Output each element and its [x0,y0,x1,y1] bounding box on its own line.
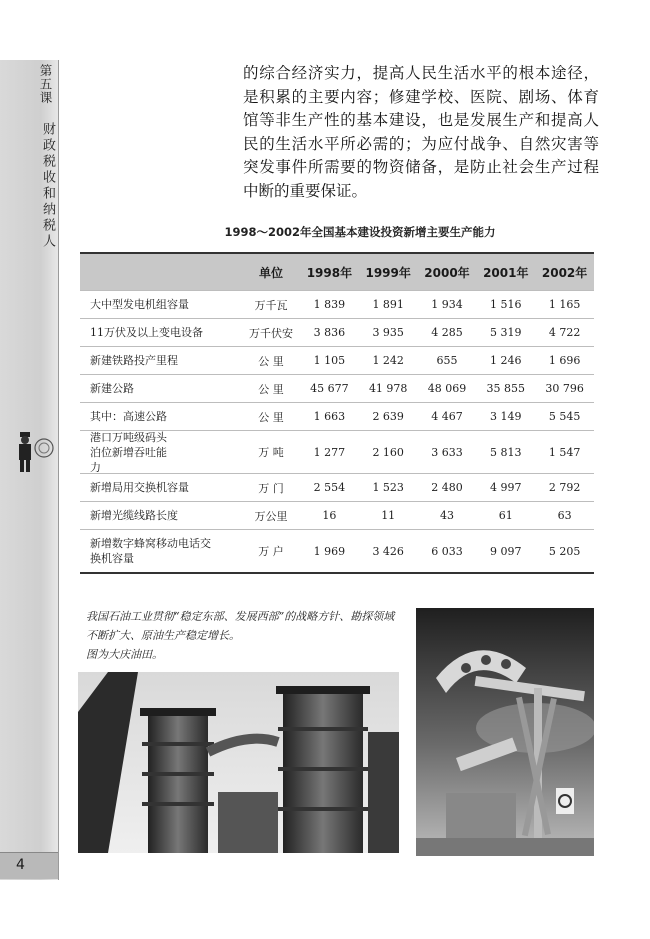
row-label: 新增数字蜂窝移动电话交换机容量 [90,537,211,565]
cell-value: 45 677 [310,382,349,395]
cell-value: 5 545 [548,410,581,423]
row-unit: 万千瓦 [254,298,288,312]
cell-value: 3 836 [313,326,346,339]
cell-value: 1 891 [372,298,404,311]
cell-value: 2 639 [372,410,404,423]
cell-value: 4 285 [431,326,463,339]
cell-value: 4 467 [431,410,463,423]
table-row [80,290,594,318]
table-row [80,430,594,473]
cell-value: 61 [498,509,513,522]
cell-value: 63 [557,509,572,522]
cell-value: 11 [381,509,396,522]
cell-value: 30 796 [545,382,584,395]
refinery-towers-photo [78,672,399,853]
cell-value: 4 722 [548,326,581,339]
cell-value: 43 [439,509,454,522]
row-label: 新建铁路投产里程 [90,354,178,367]
table-row [80,318,594,346]
row-unit: 公 里 [258,354,284,368]
cell-value: 2 792 [548,481,581,494]
side-margin-rule [58,60,59,880]
cell-value: 3 426 [372,544,404,558]
cell-value: 1 516 [490,298,522,311]
cell-value: 1 547 [548,445,581,459]
table-row [80,402,594,430]
cell-value: 1 246 [490,354,522,367]
row-unit: 公 里 [258,410,284,424]
page-number-badge [0,852,58,879]
cell-value: 3 633 [431,445,463,459]
photo-caption [86,607,404,664]
cell-value: 1 663 [313,410,346,423]
cell-value: 1 242 [372,354,404,367]
header-unit: 单位 [258,265,283,280]
cell-value: 1 969 [313,544,346,558]
cell-value: 1 105 [313,354,346,367]
table-header [80,254,594,290]
header-year: 2002年 [541,265,588,280]
header-year: 1999年 [365,265,411,280]
cell-value: 1 696 [548,354,581,367]
capacity-table [80,252,594,574]
cell-value: 5 319 [490,326,522,339]
cell-value: 3 149 [490,410,522,423]
page-number: 4 [16,857,25,873]
row-label: 港口万吨级码头泊位新增吞吐能力 [90,430,167,474]
cell-value: 1 165 [548,298,581,311]
row-unit: 公 里 [258,382,284,396]
header-year: 2001年 [483,265,529,280]
cell-value: 2 160 [372,445,404,459]
row-unit: 万公里 [254,509,288,523]
cell-value: 4 997 [490,481,522,494]
cell-value: 2 480 [431,481,463,494]
header-year: 2000年 [424,265,470,280]
row-label: 其中：高速公路 [90,410,167,423]
row-label: 大中型发电机组容量 [90,298,189,311]
row-label: 11万伏及以上变电设备 [90,326,203,339]
cell-value: 3 935 [372,326,404,339]
cell-value: 16 [322,509,337,522]
cell-value: 1 277 [313,445,346,459]
table-title: 1998～2002年全国基本建设投资新增主要生产能力 [224,225,496,239]
lesson-title: 财政税收和纳税人 [40,122,55,250]
table-row [80,374,594,402]
cell-value: 1 523 [372,481,404,494]
row-unit: 万 门 [258,481,284,495]
cell-value: 2 554 [313,481,346,494]
header-year: 1998年 [306,265,353,280]
row-label: 新增局用交换机容量 [90,481,189,494]
cell-value: 655 [436,354,458,367]
table-row [80,501,594,529]
body-paragraph: 的综合经济实力，提高人民生活水平的根本途径，是积累的主要内容；修建学校、医院、剧场、体育馆等非生产性的基本建设，也是发展生产和提高人民的生活水平所必需的；为应付战争、自然灾害等突发事件所需要的物资储备，是防止社会生产过程中断的重要保证。 [243,64,599,200]
row-unit: 万 户 [258,545,284,558]
mascot-figure-icon [12,428,56,474]
cell-value: 35 855 [486,382,526,395]
cell-value: 1 839 [313,298,346,311]
table-row [80,346,594,374]
row-unit: 万 吨 [258,446,284,459]
cell-value: 48 069 [427,382,467,395]
caption-subtext: 图为大庆油田。 [86,648,163,661]
cell-value: 41 978 [368,382,408,395]
row-unit: 万千伏安 [249,326,293,340]
cell-value: 6 033 [431,544,463,558]
cell-value: 5 205 [548,544,581,558]
cell-value: 5 813 [490,445,522,459]
table-row [80,473,594,501]
cell-value: 1 934 [431,298,463,311]
lesson-number: 第五课 [38,64,53,105]
caption-text: 我国石油工业贯彻“稳定东部、发展西部”的战略方针、勘探领域不断扩大、原油生产稳定增长。 [86,610,395,642]
row-label: 新增光缆线路长度 [90,509,178,522]
pumpjack-photo [416,608,594,856]
table-row [80,529,594,572]
row-label: 新建公路 [90,382,134,395]
cell-value: 9 097 [490,544,522,558]
